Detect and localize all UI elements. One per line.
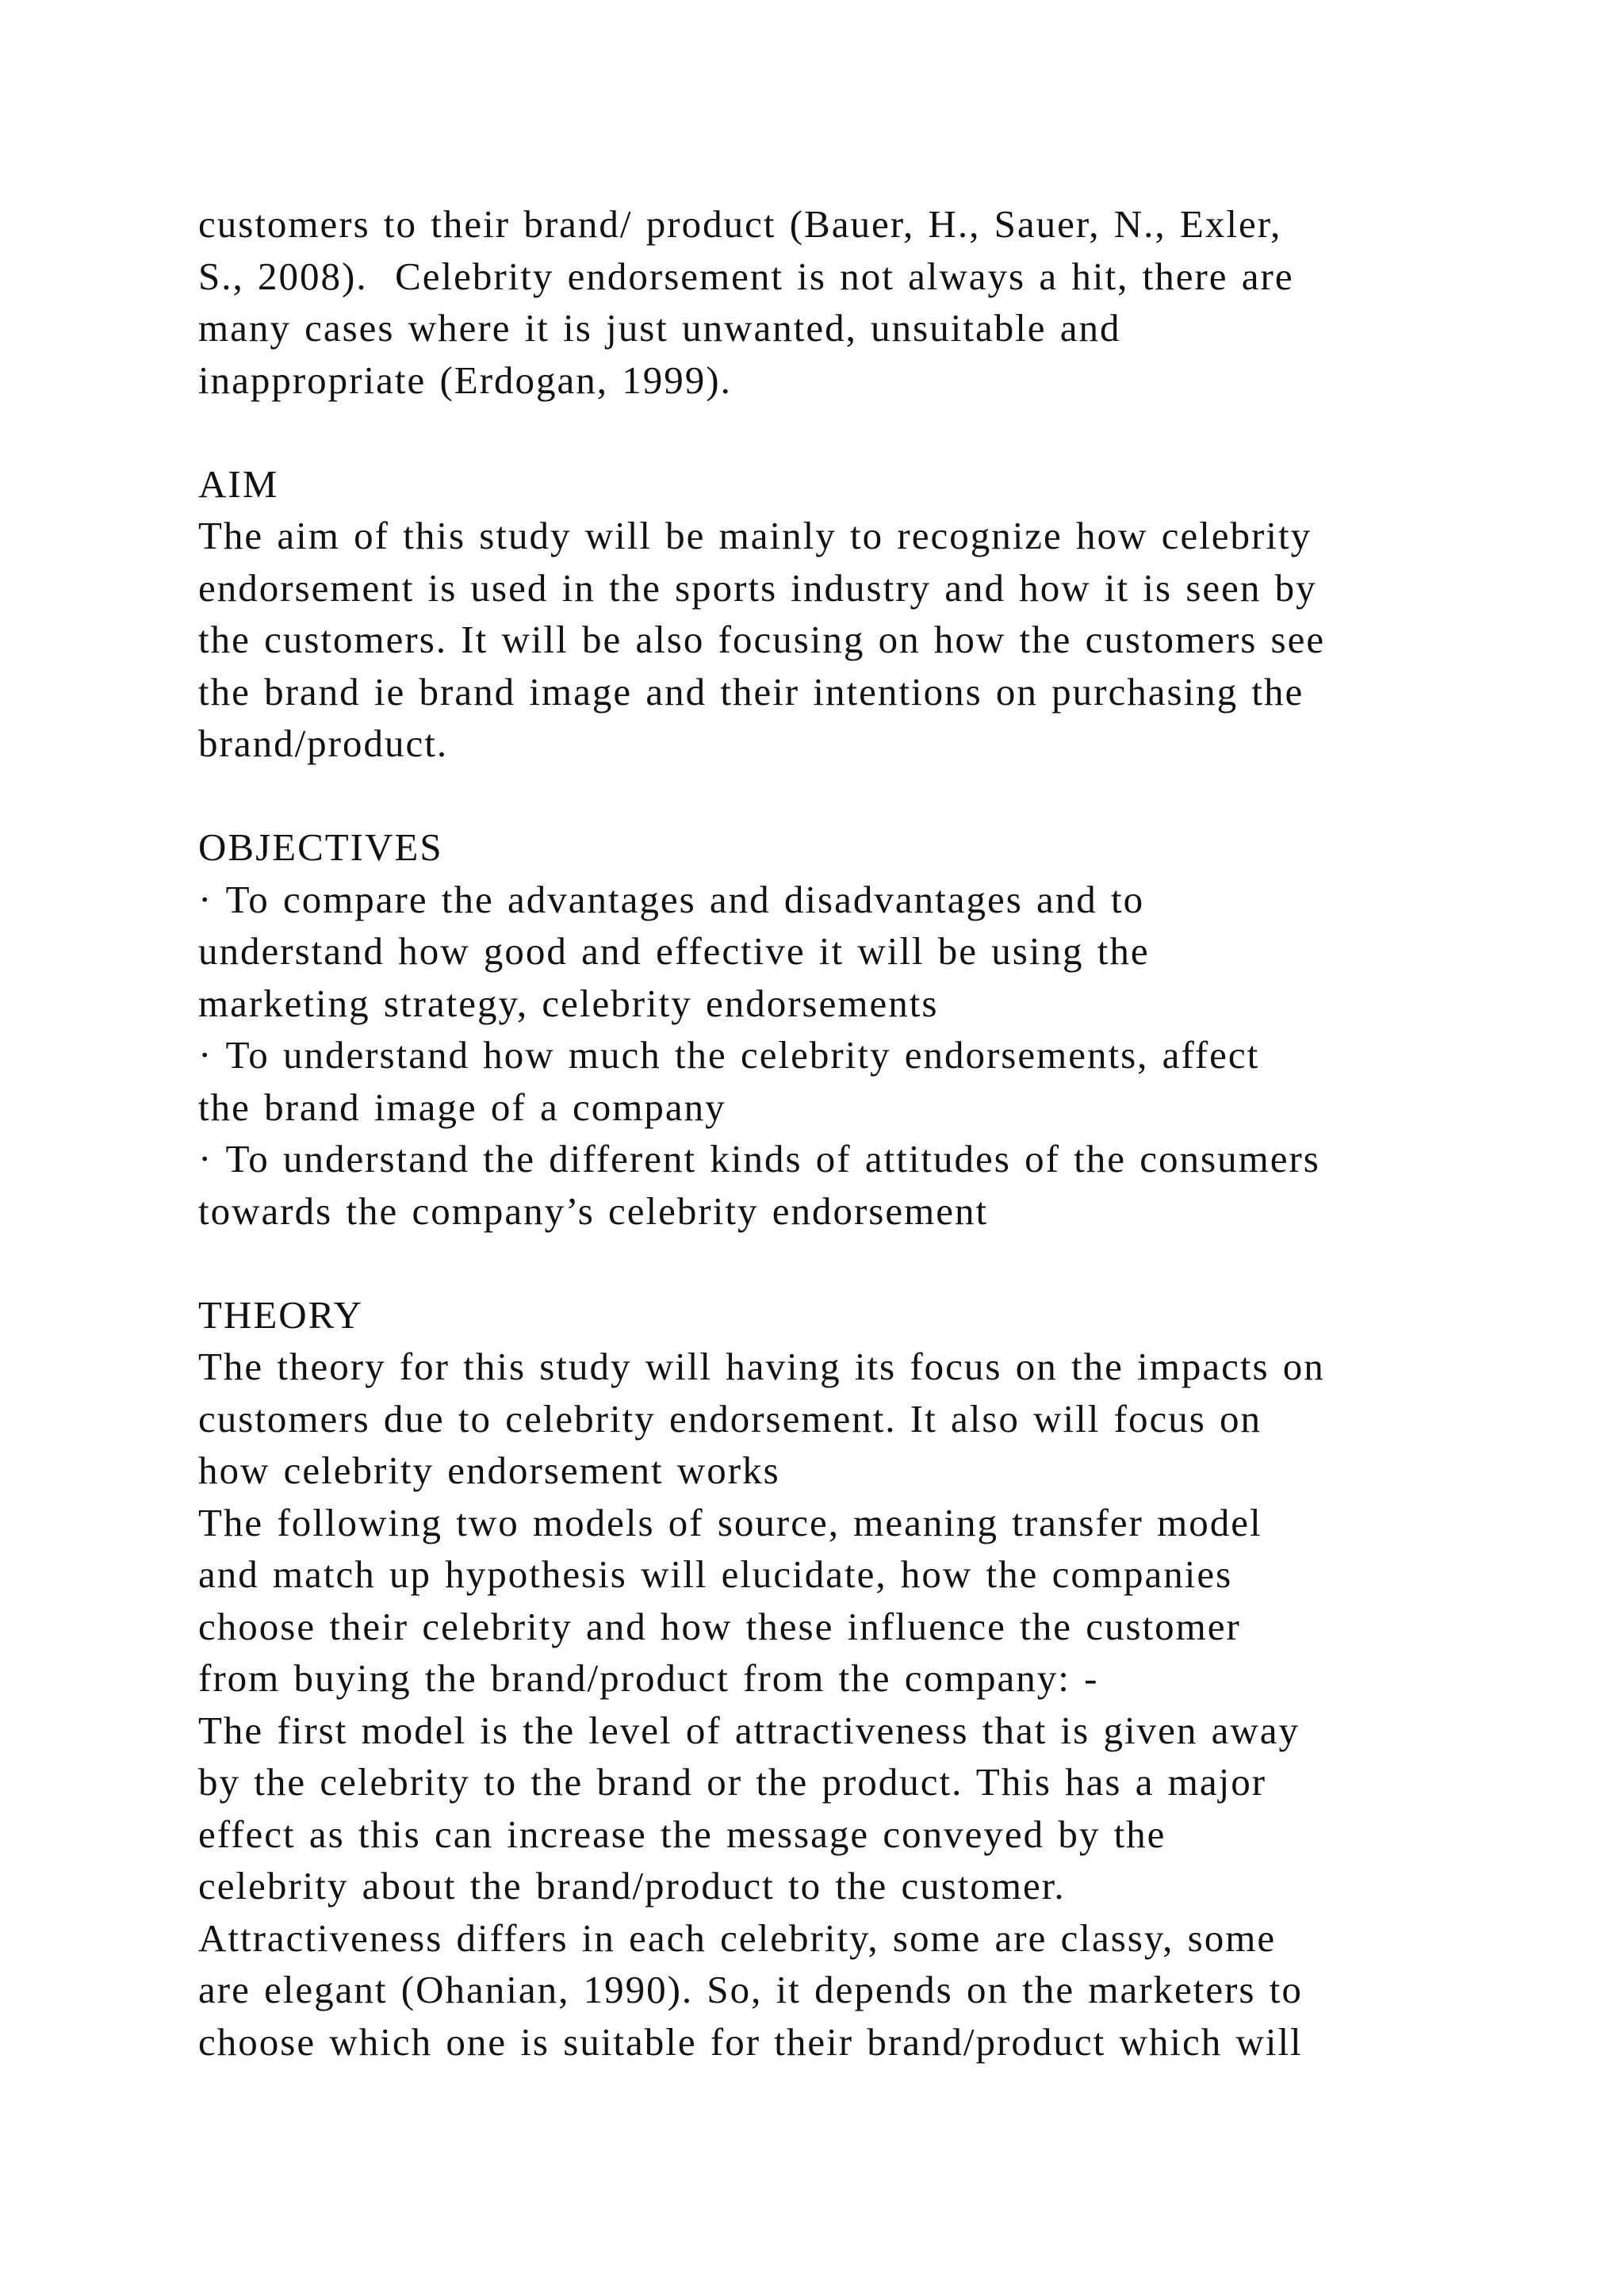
text-line: the brand ie brand image and their intentions on purchasing the: [198, 669, 1304, 714]
objectives-heading: OBJECTIVES: [198, 825, 443, 869]
text-line: · To compare the advantages and disadvantages and to: [198, 877, 1145, 921]
paragraph-gap: [198, 406, 1467, 458]
text-line: customers due to celebrity endorsement. It also will focus on: [198, 1396, 1262, 1441]
text-line: by the celebrity to the brand or the product. This has a major: [198, 1760, 1267, 1804]
text-line: are elegant (Ohanian, 1990). So, it depends on the marketers to: [198, 1968, 1303, 2011]
text-line: · To understand how much the celebrity endorsements, affect: [198, 1033, 1260, 1077]
text-line: towards the company’s celebrity endorsement: [198, 1188, 989, 1233]
text-line: the customers. It will be also focusing on how the customers see: [198, 618, 1326, 661]
text-line: marketing strategy, celebrity endorsements: [198, 981, 939, 1025]
text-line: inappropriate (Erdogan, 1999).: [198, 358, 732, 402]
text-line: understand how good and effective it will be using the: [198, 929, 1150, 973]
aim-section: [198, 458, 1467, 770]
text-line: endorsement is used in the sports industry and how it is seen by: [198, 565, 1317, 610]
text-line: S., 2008). Celebrity endorsement is not always a hit, there are: [198, 254, 1294, 298]
text-line: The theory for this study will having its focus on the impacts on: [198, 1345, 1325, 1388]
text-line: choose their celebrity and how these influence the customer: [198, 1604, 1241, 1648]
text-line: The following two models of source, meaning transfer model: [198, 1500, 1262, 1544]
text-line: The first model is the level of attractiveness that is given away: [198, 1708, 1300, 1752]
objectives-section: [198, 821, 1467, 1237]
paragraph-gap: [198, 770, 1467, 822]
text-line: · To understand the different kinds of attitudes of the consumers: [198, 1137, 1320, 1181]
aim-heading: AIM: [198, 461, 279, 506]
text-line: choose which one is suitable for their brand/product which will: [198, 2019, 1303, 2064]
text-line: The aim of this study will be mainly to recognize how celebrity: [198, 514, 1312, 557]
document-body: [198, 198, 1467, 2068]
text-line: how celebrity endorsement works: [198, 1448, 780, 1492]
paragraph-gap: [198, 1237, 1467, 1289]
text-line: the brand image of a company: [198, 1085, 726, 1129]
text-line: Attractiveness differs in each celebrity, some are classy, some: [198, 1915, 1277, 1960]
text-line: many cases where it is just unwanted, unsuitable and: [198, 306, 1121, 350]
text-line: and match up hypothesis will elucidate, how the companies: [198, 1552, 1233, 1596]
text-line: effect as this can increase the message conveyed by the: [198, 1812, 1166, 1856]
theory-section: [198, 1289, 1467, 2068]
theory-heading: THEORY: [198, 1292, 363, 1337]
intro-paragraph: [198, 198, 1467, 406]
text-line: from buying the brand/product from the company: -: [198, 1656, 1099, 1700]
text-line: customers to their brand/ product (Bauer, H., Sauer, N., Exler,: [198, 202, 1282, 246]
text-line: celebrity about the brand/product to the customer.: [198, 1864, 1066, 1908]
text-line: brand/product.: [198, 721, 449, 765]
